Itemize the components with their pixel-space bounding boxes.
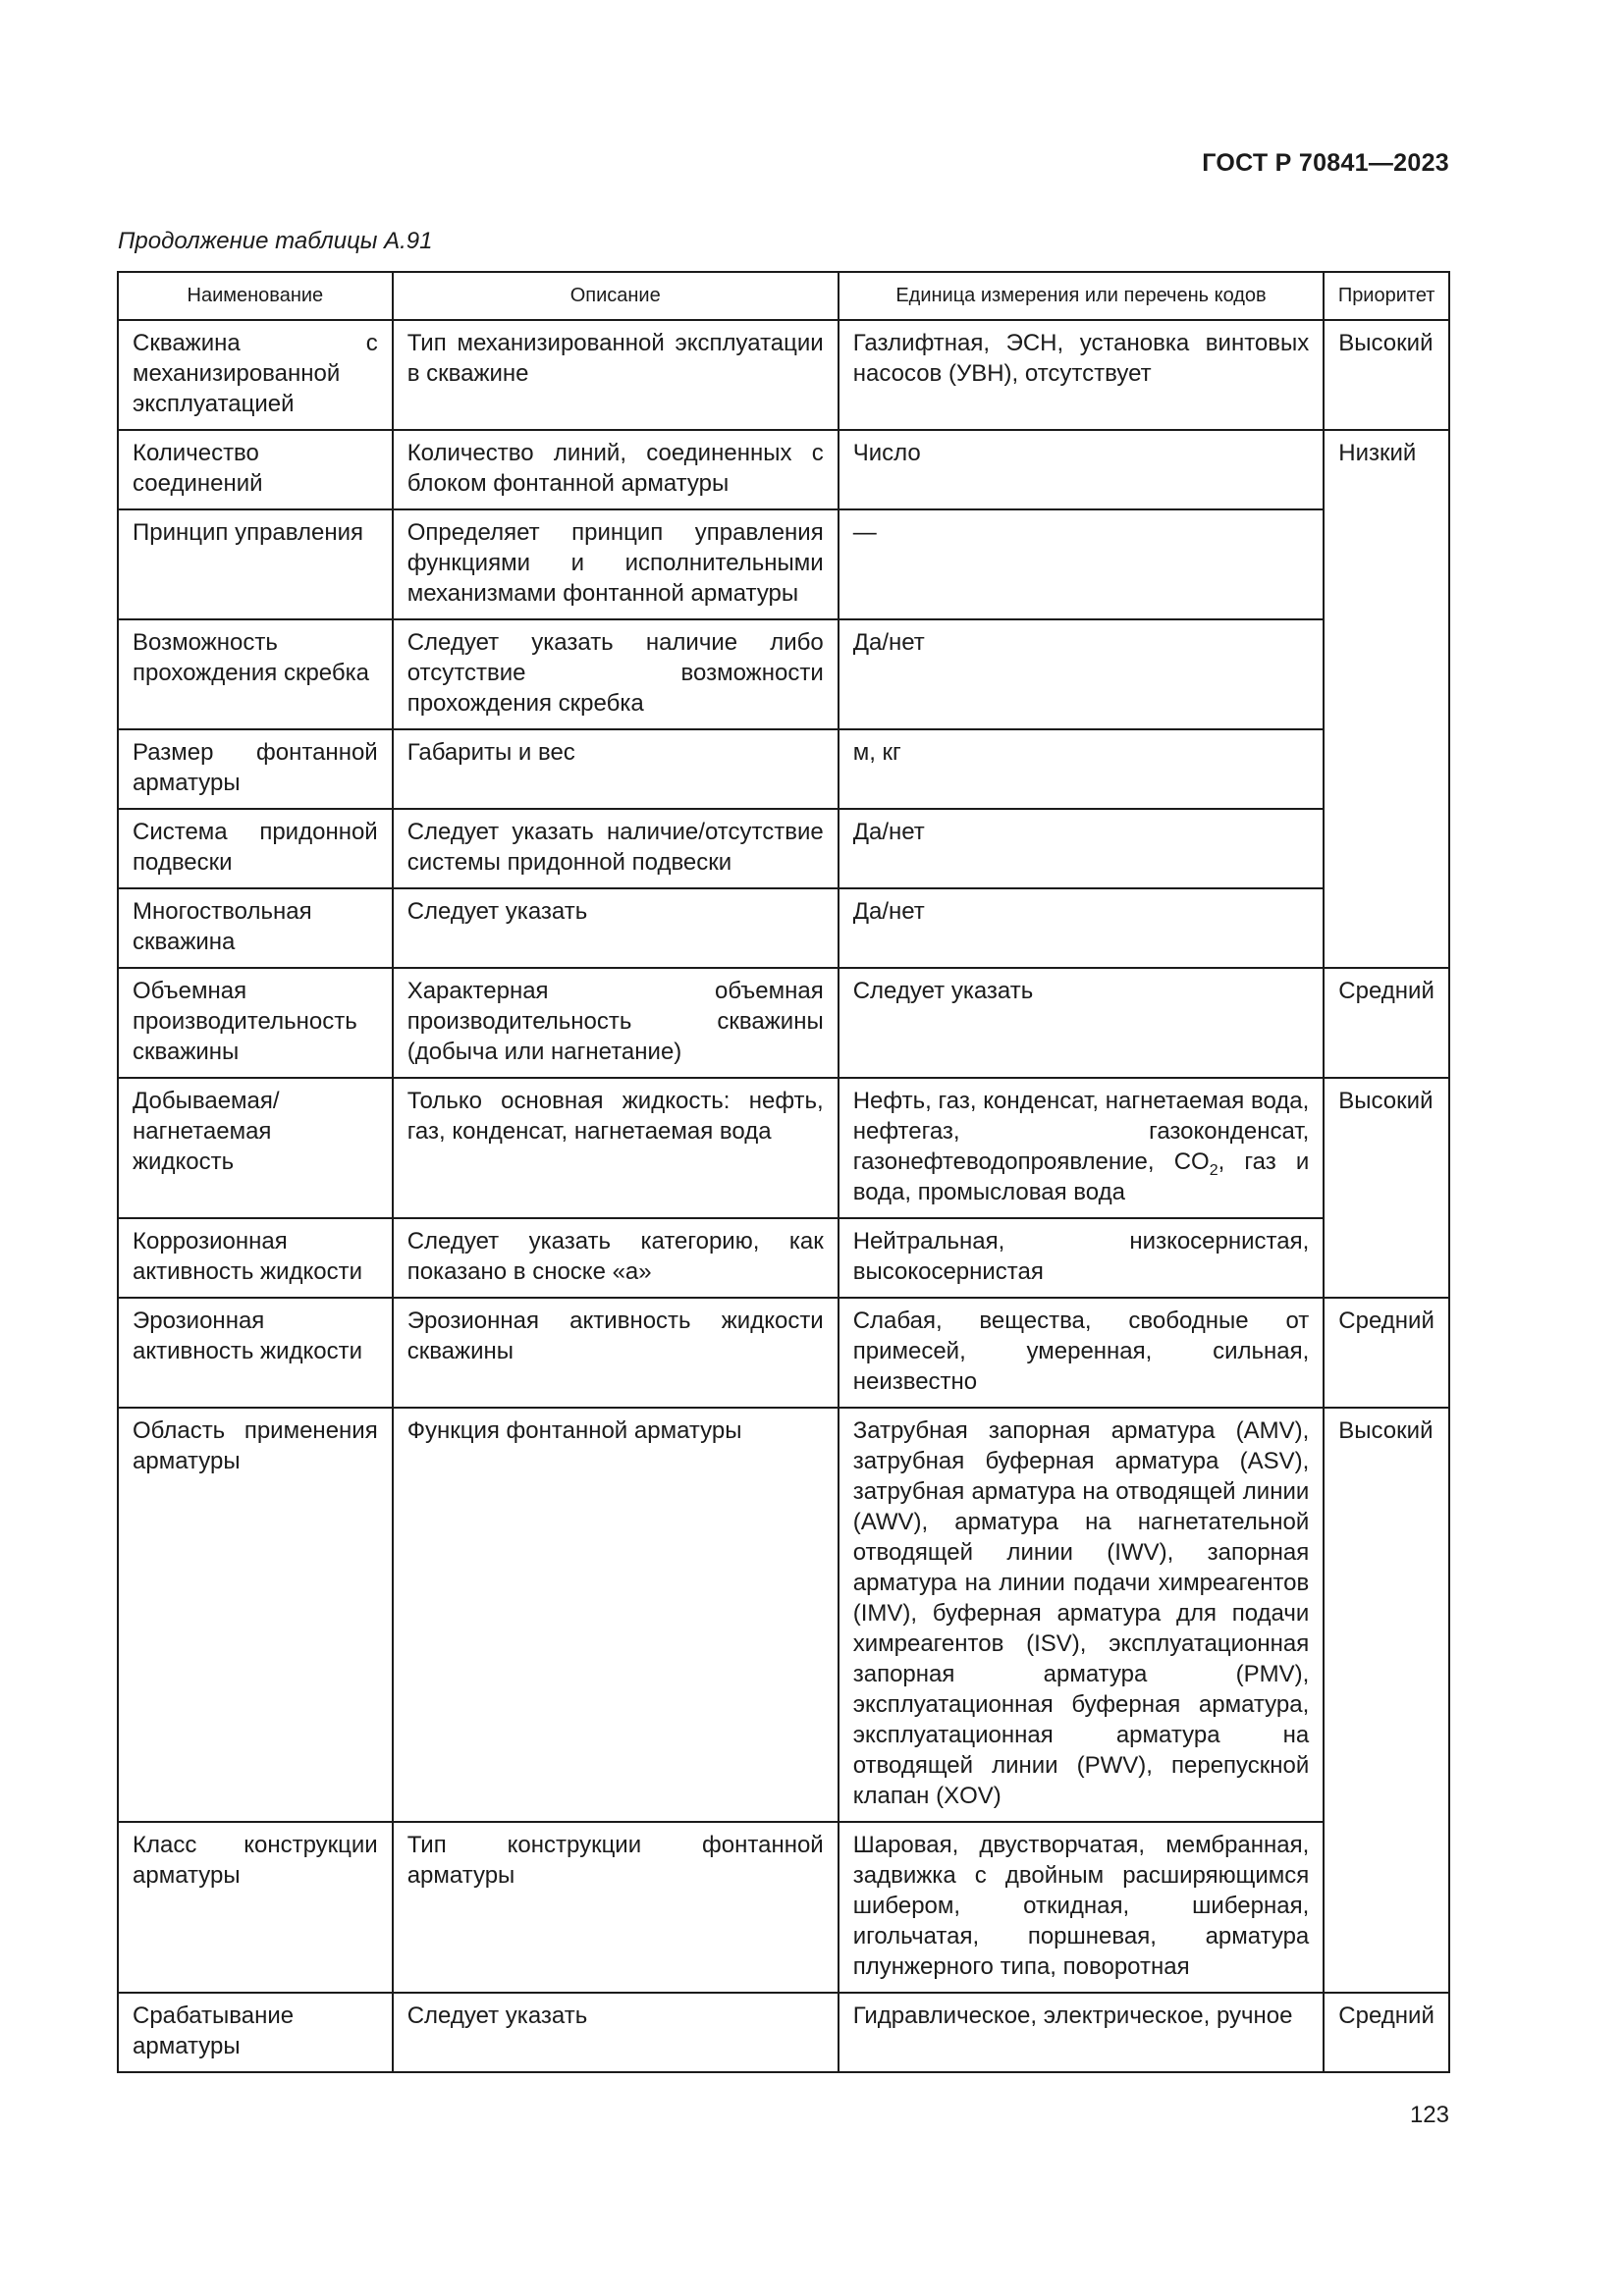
table-row — [118, 1822, 1449, 1993]
document-code: ГОСТ Р 70841—2023 — [1202, 149, 1449, 177]
cell-description: Только основная жидкость: нефть, газ, конденсат, нагнетаемая вода — [393, 1078, 839, 1218]
table-row — [118, 1218, 1449, 1298]
cell-priority: Средний — [1324, 1298, 1449, 1408]
table-row — [118, 888, 1449, 968]
table-row — [118, 619, 1449, 729]
cell-name: Область применения арматуры — [118, 1408, 393, 1822]
table-header-row — [118, 272, 1449, 320]
cell-unit: Затрубная запорная арматура (AMV), затрубная буферная арматура (ASV), затрубная арматура на отводящей линии (AWV), арматура на нагнетательной отводящей линии (IWV), запорная арматура на линии подачи химреагентов (IMV), буферная арматура для подачи химреагентов (ISV), эксплуатационная запорная арматура (PMV), эксплуатационная буферная арматура, эксплуатационная арматура на отводящей линии (PWV), перепускной клапан (XOV) — [839, 1408, 1325, 1822]
cell-priority: Средний — [1324, 1993, 1449, 2072]
cell-name: Добываемая/нагнетаемая жидкость — [118, 1078, 393, 1218]
cell-description: Следует указать наличие/отсутствие системы придонной подвески — [393, 809, 839, 888]
cell-name: Объемная производительность скважины — [118, 968, 393, 1078]
column-header-name: Наименование — [118, 272, 393, 320]
cell-unit: м, кг — [839, 729, 1325, 809]
cell-name: Количество соединений — [118, 430, 393, 509]
table-row — [118, 430, 1449, 509]
cell-unit: Слабая, вещества, свободные от примесей, умеренная, сильная, неизвестно — [839, 1298, 1325, 1408]
cell-name: Коррозионная активность жидкости — [118, 1218, 393, 1298]
page-number: 123 — [1409, 2102, 1449, 2128]
cell-description: Следует указать наличие либо отсутствие возможности прохождения скребка — [393, 619, 839, 729]
cell-description: Определяет принцип управления функциями и исполнительными механизмами фонтанной арматуры — [393, 509, 839, 619]
cell-priority: Средний — [1324, 968, 1449, 1078]
cell-priority: Низкий — [1324, 430, 1449, 968]
cell-name: Возможность прохождения скребка — [118, 619, 393, 729]
cell-description: Тип конструкции фонтанной арматуры — [393, 1822, 839, 1993]
cell-unit: Да/нет — [839, 888, 1325, 968]
cell-unit: Шаровая, двустворчатая, мембранная, задвижка с двойным расширяющимся шибером, откидная, шиберная, игольчатая, поршневая, арматура плунжерного типа, поворотная — [839, 1822, 1325, 1993]
cell-unit: Следует указать — [839, 968, 1325, 1078]
requirements-table — [117, 271, 1450, 2073]
table-row — [118, 1298, 1449, 1408]
cell-name: Система придонной подвески — [118, 809, 393, 888]
cell-description: Эрозионная активность жидкости скважины — [393, 1298, 839, 1408]
cell-description: Следует указать — [393, 1993, 839, 2072]
cell-unit: Да/нет — [839, 809, 1325, 888]
cell-unit-text: Нефть, газ, конденсат, нагнетаемая вода, нефтегаз, газоконденсат, газонефтеводопроявление, CO — [852, 1088, 1310, 1175]
cell-name: Эрозионная активность жидкости — [118, 1298, 393, 1408]
cell-unit-text-end: , газ и вода, промысловая вода — [852, 1148, 1310, 1205]
cell-unit: Газлифтная, ЭСН, установка винтовых насосов (УВН), отсутствует — [839, 320, 1325, 430]
table-row — [118, 1993, 1449, 2072]
cell-description: Функция фонтанной арматуры — [393, 1408, 839, 1822]
cell-description: Характерная объемная производительность скважины (добыча или нагнетание) — [393, 968, 839, 1078]
cell-name: Класс конструкции арматуры — [118, 1822, 393, 1993]
table-row — [118, 1078, 1449, 1218]
cell-name: Скважина с механизированной эксплуатацией — [118, 320, 393, 430]
cell-unit: Нейтральная, низкосернистая, высокосернистая — [839, 1218, 1325, 1298]
cell-unit: Да/нет — [839, 619, 1325, 729]
cell-description: Следует указать — [393, 888, 839, 968]
cell-name: Многоствольная скважина — [118, 888, 393, 968]
column-header-unit: Единица измерения или перечень кодов — [839, 272, 1325, 320]
cell-priority: Высокий — [1324, 1078, 1449, 1298]
table-row — [118, 320, 1449, 430]
subscript-two: 2 — [1209, 1161, 1218, 1179]
cell-priority: Высокий — [1324, 1408, 1449, 1993]
table-row — [118, 968, 1449, 1078]
table-row — [118, 809, 1449, 888]
table-caption: Продолжение таблицы А.91 — [118, 228, 433, 254]
cell-unit: Число — [839, 430, 1325, 509]
cell-unit: — — [839, 509, 1325, 619]
column-header-description: Описание — [393, 272, 839, 320]
cell-priority: Высокий — [1324, 320, 1449, 430]
table-row — [118, 1408, 1449, 1822]
cell-unit — [839, 1078, 1325, 1218]
cell-description: Габариты и вес — [393, 729, 839, 809]
cell-unit: Гидравлическое, электрическое, ручное — [839, 1993, 1325, 2072]
column-header-priority: Приоритет — [1324, 272, 1449, 320]
cell-name: Размер фонтанной арматуры — [118, 729, 393, 809]
table-row — [118, 509, 1449, 619]
cell-name: Принцип управления — [118, 509, 393, 619]
cell-description: Тип механизированной эксплуатации в скважине — [393, 320, 839, 430]
cell-description: Следует указать категорию, как показано в сноске «а» — [393, 1218, 839, 1298]
cell-name: Срабатывание арматуры — [118, 1993, 393, 2072]
table-row — [118, 729, 1449, 809]
cell-description: Количество линий, соединенных с блоком фонтанной арматуры — [393, 430, 839, 509]
